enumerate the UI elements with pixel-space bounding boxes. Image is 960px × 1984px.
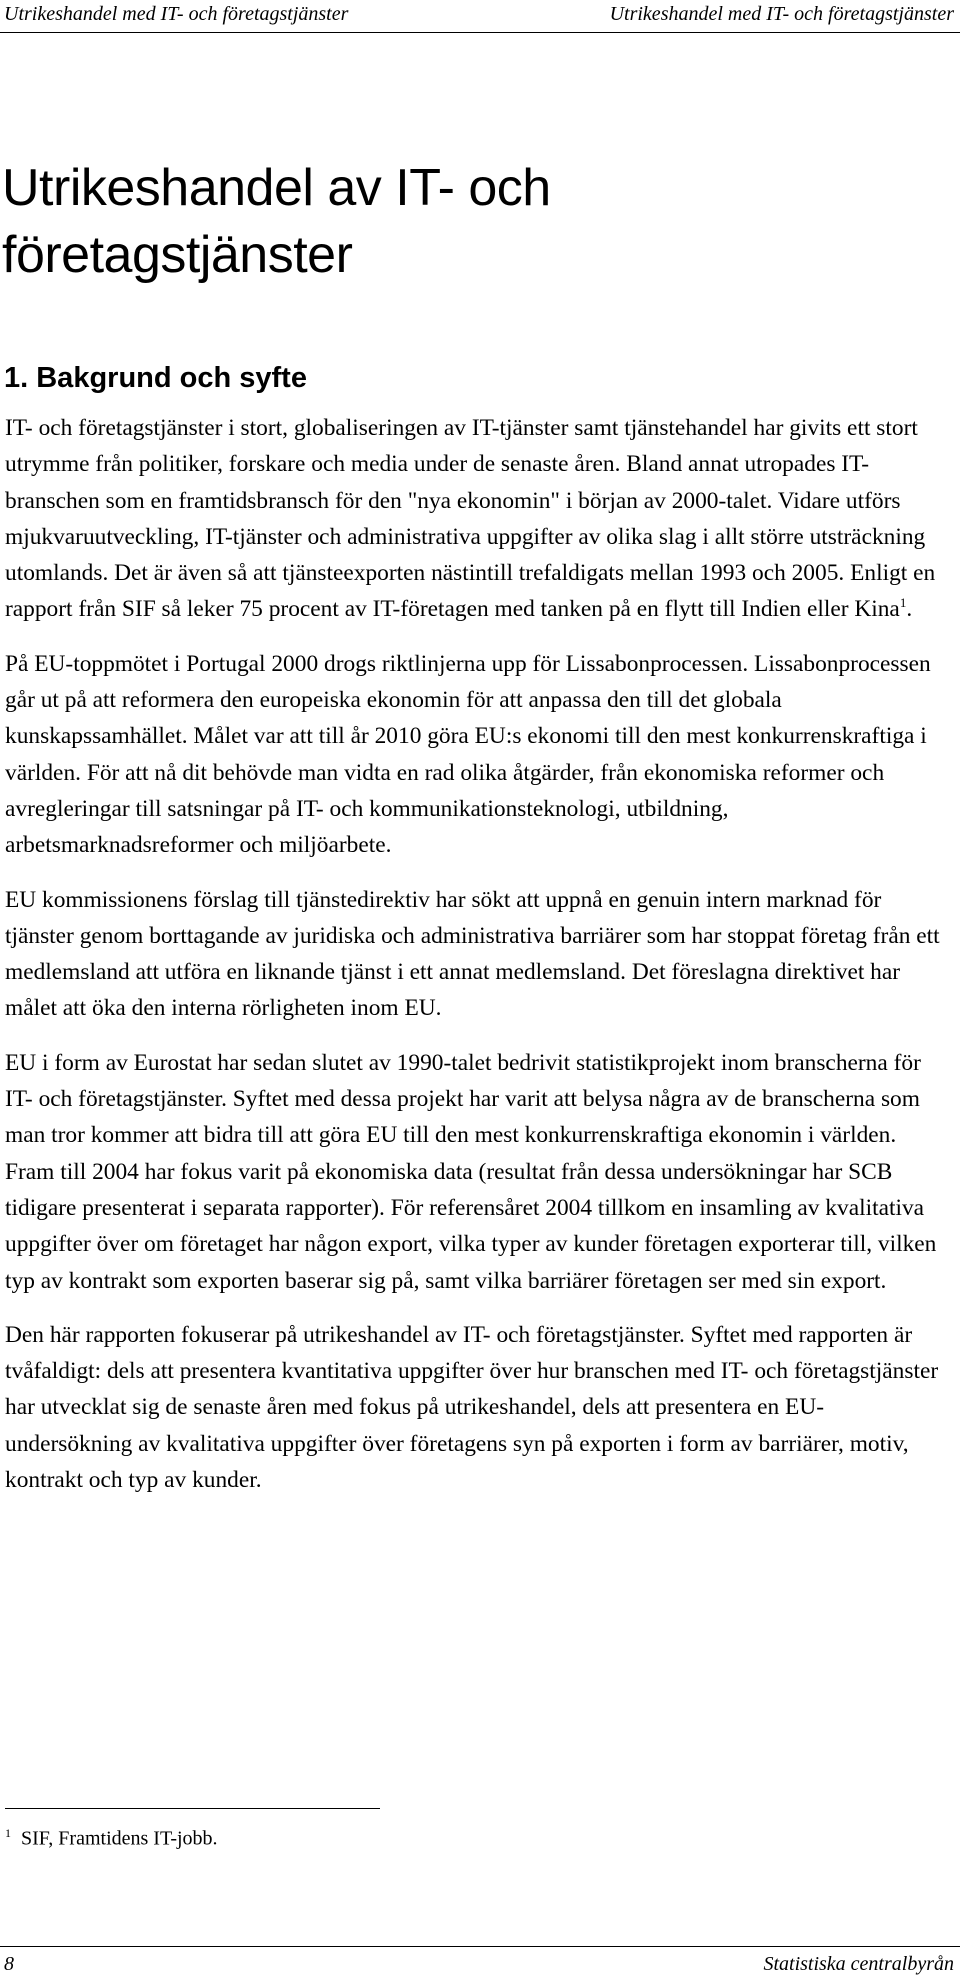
paragraph-1 [5,410,950,628]
running-header-right: Utrikeshandel med IT- och företagstjänster [609,3,954,25]
footnote-divider [5,1808,380,1809]
footnote-number: 1 [5,1826,11,1840]
chapter-title-line-1: Utrikeshandel av IT- och [2,159,551,217]
paragraph-3: EU kommissionens förslag till tjänstedirektiv har sökt att uppnå en genuin intern marknad för tjänster genom borttagande av juridiska och administrativa barriärer som har stoppat företag från ett medlemsland att utföra en liknande tjänst i ett annat medlemsland. Det föreslagna direktivet har målet att öka den interna rörligheten inom EU. [5,886,940,1022]
body-text [5,410,950,1516]
footnote-reference: 1 [899,595,907,611]
section-heading: 1. Bakgrund och syfte [4,362,307,394]
paragraph-5: Den här rapporten fokuserar på utrikeshandel av IT- och företagstjänster. Syftet med rapporten är tvåfaldigt: dels att presentera kvantitativa uppgifter över hur branschen med IT- och företagstjänster har utvecklat sig de senaste åren med fokus på utrikeshandel, dels att presentera en EU-undersökning av kvalitativa uppgifter över företagens syn på exporten i form av barriärer, motiv, kontrakt och typ av kunder. [5,1321,939,1494]
footer-divider [0,1946,960,1947]
footnote [5,1820,218,1852]
running-header [0,0,960,32]
header-divider [0,32,960,33]
paragraph-1-text: IT- och företagstjänster i stort, globaliseringen av IT-tjänster samt tjänstehandel har givits ett stort utrymme från politiker, forskare och media under de senaste åren. Bland annat utropades IT-branschen som en framtidsbransch för den "nya ekonomin" i början av 2000-talet. Vidare utförs mjukvaruutveckling, IT-tjänster och administrativa uppgifter av olika slag i allt större utsträckning utomlands. Det är även så att tjänsteexporten nästintill trefaldigats mellan 1993 och 2005. Enligt en rapport från SIF så leker 75 procent av IT-företagen med tanken på en flytt till Indien eller Kina [5,415,936,623]
chapter-title-line-2: företagstjänster [2,226,353,284]
chapter-title [2,155,942,289]
paragraph-2: På EU-toppmötet i Portugal 2000 drogs riktlinjerna upp för Lissabonprocessen. Lissabonprocessen går ut på att reformera den europeiska ekonomin för att anpassa den till det globala kunskapssamhället. Målet var att till år 2010 göra EU:s ekonomi till den mest konkurrenskraftiga i världen. För att nå dit behövde man vidta en rad olika åtgärder, från ekonomiska reformer och avregleringar till satsningar på IT- och kommunikationsteknologi, utbildning, arbetsmarknadsreformer och miljöarbete. [5,650,931,859]
page-number: 8 [4,1953,14,1975]
footnote-text: SIF, Framtidens IT-jobb. [21,1827,218,1850]
publisher-name: Statistiska centralbyrån [763,1953,954,1975]
running-header-left: Utrikeshandel med IT- och företagstjänster [4,3,349,25]
paragraph-1-end: . [906,596,913,623]
running-footer [0,1950,960,1980]
paragraph-4: EU i form av Eurostat har sedan slutet av 1990-talet bedrivit statistikprojekt inom branscherna för IT- och företagstjänster. Syftet med dessa projekt har varit att belysa några av de branscherna som man tror kommer att bidra till att göra EU till den mest konkurrenskraftiga ekonomin i världen. Fram till 2004 har fokus varit på ekonomiska data (resultat från dessa undersökningar har SCB tidigare presenterat i separata rapporter). För referensåret 2004 tillkom en insamling av kvalitativa uppgifter över om företaget har någon export, vilka typer av kunder företagen exporterar till, vilken typ av kontrakt som exporten baserar sig på, samt vilka barriärer företagen ser med sin export. [5,1049,937,1294]
